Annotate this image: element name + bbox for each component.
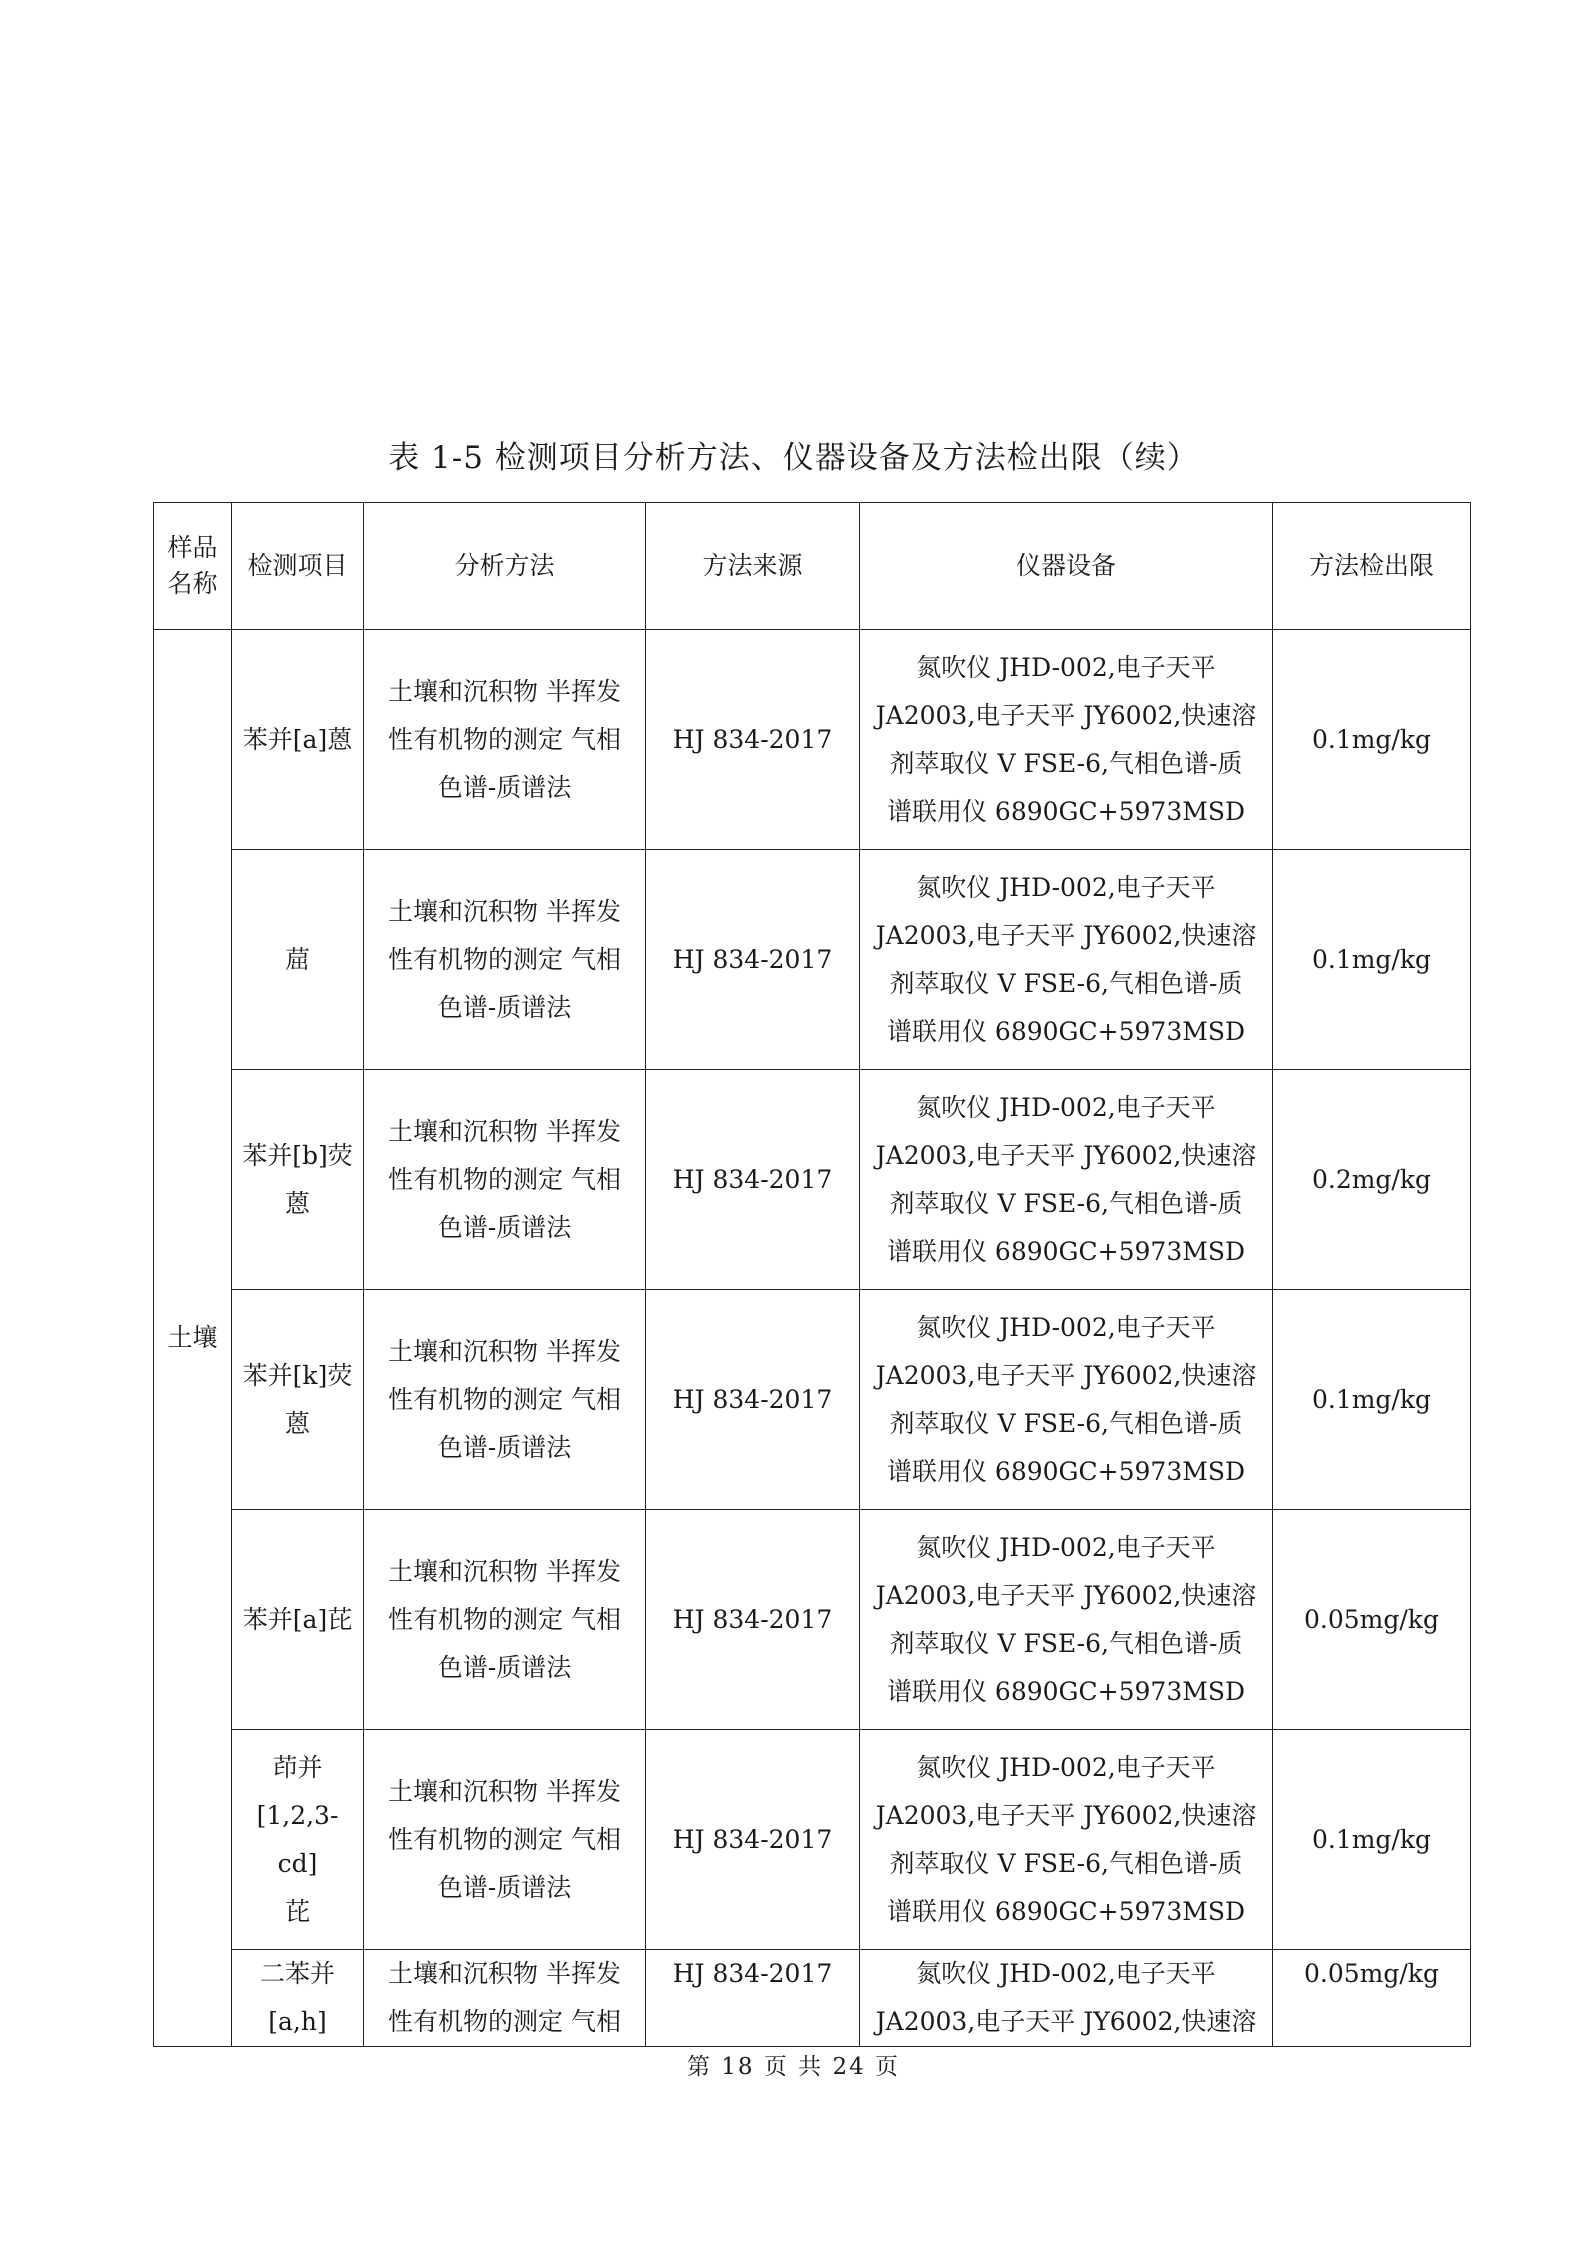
instrument-cell: 氮吹仪 JHD-002,电子天平 JA2003,电子天平 JY6002,快速溶 剂萃取仪 V FSE-6,气相色谱-质 谱联用仪 6890GC+5973MSD	[860, 630, 1273, 850]
analysis-method-cell: 土壤和沉积物 半挥发 性有机物的测定 气相 色谱-质谱法	[364, 1290, 646, 1510]
header-method-source: 方法来源	[646, 503, 860, 630]
table-title: 表 1-5 检测项目分析方法、仪器设备及方法检出限（续）	[388, 440, 1199, 476]
test-item-cell: 苯并[b]荧 蒽	[232, 1070, 364, 1290]
detection-limit-cell: 0.1mg/kg	[1273, 850, 1471, 1070]
detection-limit-cell: 0.2mg/kg	[1273, 1070, 1471, 1290]
instrument-cell: 氮吹仪 JHD-002,电子天平 JA2003,电子天平 JY6002,快速溶 剂萃取仪 V FSE-6,气相色谱-质 谱联用仪 6890GC+5973MSD	[860, 850, 1273, 1070]
table-row	[154, 1290, 1471, 1510]
table-row	[154, 850, 1471, 1070]
sample-name-cell: 土壤	[154, 630, 232, 2047]
instrument-cell: 氮吹仪 JHD-002,电子天平 JA2003,电子天平 JY6002,快速溶 剂萃取仪 V FSE-6,气相色谱-质 谱联用仪 6890GC+5973MSD	[860, 1510, 1273, 1730]
instrument-cell: 氮吹仪 JHD-002,电子天平 JA2003,电子天平 JY6002,快速溶 剂萃取仪 V FSE-6,气相色谱-质 谱联用仪 6890GC+5973MSD	[860, 1730, 1273, 1950]
header-detection-limit: 方法检出限	[1273, 503, 1471, 630]
detection-limit-cell: 0.1mg/kg	[1273, 630, 1471, 850]
analysis-method-cell: 土壤和沉积物 半挥发 性有机物的测定 气相 色谱-质谱法	[364, 1070, 646, 1290]
test-item-cell: 二苯并[a,h]	[232, 1950, 364, 2047]
analysis-method-cell: 土壤和沉积物 半挥发 性有机物的测定 气相 色谱-质谱法	[364, 850, 646, 1070]
table-row	[154, 630, 1471, 850]
table-row	[154, 1070, 1471, 1290]
method-source-cell: HJ 834-2017	[646, 1730, 860, 1950]
method-source-cell: HJ 834-2017	[646, 850, 860, 1070]
analysis-method-cell: 土壤和沉积物 半挥发 性有机物的测定 气相 色谱-质谱法	[364, 630, 646, 850]
instrument-cell: 氮吹仪 JHD-002,电子天平 JA2003,电子天平 JY6002,快速溶	[860, 1950, 1273, 2047]
test-item-cell: 䓛	[232, 850, 364, 1070]
method-source-cell: HJ 834-2017	[646, 630, 860, 850]
header-test-item: 检测项目	[232, 503, 364, 630]
method-source-cell: HJ 834-2017	[646, 1070, 860, 1290]
table-row	[154, 1730, 1471, 1950]
analysis-method-cell: 土壤和沉积物 半挥发 性有机物的测定 气相 色谱-质谱法	[364, 1730, 646, 1950]
table-row	[154, 1950, 1471, 2047]
detection-limit-cell: 0.1mg/kg	[1273, 1290, 1471, 1510]
page-footer: 第 18 页 共 24 页	[686, 2054, 901, 2080]
header-instrument: 仪器设备	[860, 503, 1273, 630]
method-source-cell: HJ 834-2017	[646, 1290, 860, 1510]
test-item-cell: 苯并[k]荧 蒽	[232, 1290, 364, 1510]
test-item-cell: 苯并[a]蒽	[232, 630, 364, 850]
header-sample-name: 样品 名称	[154, 503, 232, 630]
table-row	[154, 1510, 1471, 1730]
analysis-method-cell: 土壤和沉积物 半挥发 性有机物的测定 气相	[364, 1950, 646, 2047]
analysis-method-cell: 土壤和沉积物 半挥发 性有机物的测定 气相 色谱-质谱法	[364, 1510, 646, 1730]
detection-limit-cell: 0.05mg/kg	[1273, 1510, 1471, 1730]
method-source-cell: HJ 834-2017	[646, 1950, 860, 2047]
detection-limit-cell: 0.05mg/kg	[1273, 1950, 1471, 2047]
analysis-methods-table	[153, 502, 1471, 2047]
header-analysis-method: 分析方法	[364, 503, 646, 630]
test-item-cell: 苯并[a]芘	[232, 1510, 364, 1730]
test-item-cell: 茚并 [1,2,3-cd] 芘	[232, 1730, 364, 1950]
method-source-cell: HJ 834-2017	[646, 1510, 860, 1730]
header-row	[154, 503, 1471, 630]
instrument-cell: 氮吹仪 JHD-002,电子天平 JA2003,电子天平 JY6002,快速溶 剂萃取仪 V FSE-6,气相色谱-质 谱联用仪 6890GC+5973MSD	[860, 1290, 1273, 1510]
detection-limit-cell: 0.1mg/kg	[1273, 1730, 1471, 1950]
instrument-cell: 氮吹仪 JHD-002,电子天平 JA2003,电子天平 JY6002,快速溶 剂萃取仪 V FSE-6,气相色谱-质 谱联用仪 6890GC+5973MSD	[860, 1070, 1273, 1290]
